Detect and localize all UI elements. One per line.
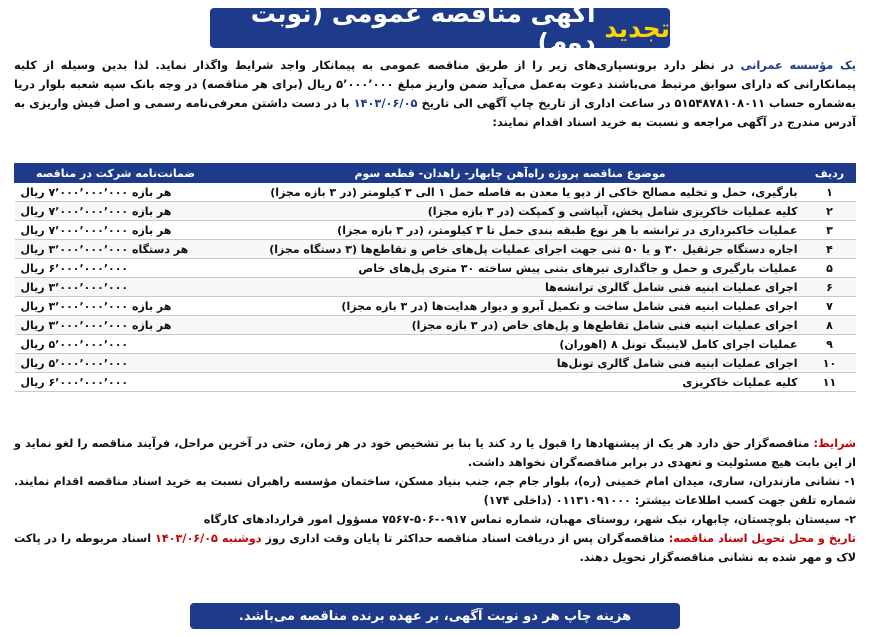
title-text: آگهی مناقصه عمومی (نوبت دوم) — [250, 0, 596, 57]
conditions-label: شرایط: — [813, 437, 856, 450]
row-number: ۷ — [804, 297, 856, 316]
table-row — [15, 278, 856, 297]
row-bond: ۳٬۰۰۰٬۰۰۰٬۰۰۰ ریال — [15, 278, 217, 297]
row-bond: ۵٬۰۰۰٬۰۰۰٬۰۰۰ ریال — [15, 335, 217, 354]
table-row — [15, 297, 856, 316]
ad-title-banner — [210, 0, 670, 57]
table-row — [15, 183, 856, 202]
deadline-date: ۱۴۰۳/۰۶/۰۵ — [353, 96, 418, 110]
delivery-text-2: اسناد مربوطه را در پاکت لاک و مهر شده به نشانی مناقصه‌گزار تحویل دهند. — [14, 532, 856, 564]
row-subject: اجاره دستگاه جرثقیل ۳۰ و یا ۵۰ تنی جهت اجرای عملیات پل‌های خاص و تقاطع‌ها (۳ دستگاه مجزا) — [217, 240, 804, 259]
table-row — [15, 316, 856, 335]
row-subject: کلیه عملیات خاکریزی — [217, 373, 804, 392]
row-subject: اجرای عملیات ابنیه فنی شامل گالری تونل‌ها — [217, 354, 804, 373]
row-subject: اجرای عملیات ابنیه فنی شامل ساخت و تکمیل آبرو و دیوار هدایت‌ها (در ۳ بازه مجزا) — [217, 297, 804, 316]
header-bond: ضمانت‌نامه شرکت در مناقصه — [15, 164, 217, 183]
tender-table — [14, 163, 856, 392]
table-row — [15, 354, 856, 373]
row-bond: هر دستگاه ۳٬۰۰۰٬۰۰۰٬۰۰۰ ریال — [15, 240, 217, 259]
row-subject: کلیه عملیات خاکریزی شامل پخش، آبپاشی و کمپکت (در ۳ بازه مجزا) — [217, 202, 804, 221]
row-subject: اجرای عملیات ابنیه فنی شامل گالری ترانشه‌ها — [217, 278, 804, 297]
row-number: ۲ — [804, 202, 856, 221]
row-subject: اجرای عملیات ابنیه فنی شامل تقاطع‌ها و پل‌های خاص (در ۳ بازه مجزا) — [217, 316, 804, 335]
row-bond: ۶٬۰۰۰٬۰۰۰٬۰۰۰ ریال — [15, 259, 217, 278]
row-number: ۶ — [804, 278, 856, 297]
header-subject: موضوع مناقصه پروژه راه‌آهن چابهار- زاهدان- قطعه سوم — [217, 164, 804, 183]
row-number: ۱ — [804, 183, 856, 202]
row-number: ۵ — [804, 259, 856, 278]
delivery-date: دوشنبه ۱۴۰۳/۰۶/۰۵ — [155, 532, 262, 545]
row-number: ۳ — [804, 221, 856, 240]
row-number: ۱۱ — [804, 373, 856, 392]
intro-paragraph — [14, 56, 856, 132]
row-subject: بارگیری، حمل و تخلیه مصالح خاکی از دپو یا معدن به فاصله حمل ۱ الی ۳ کیلومتر (در ۳ بازه مجزا) — [217, 183, 804, 202]
table-row — [15, 259, 856, 278]
address-1: ۱- نشانی مازندران، ساری، میدان امام خمینی (ره)، بلوار جام جم، جنب بنیاد مسکن، ساختمان مؤسسه راهبران نسبت به خرید اسناد مناقصه اقدام نمایند. شماره تلفن جهت کسب اطلاعات بیشتر: ۰۱۱۳۱۰۹۱۰۰۰ (داخلی ۱۷۴) — [14, 475, 856, 507]
row-number: ۴ — [804, 240, 856, 259]
header-row-number: ردیف — [804, 164, 856, 183]
row-bond: هر بازه ۷٬۰۰۰٬۰۰۰٬۰۰۰ ریال — [15, 202, 217, 221]
conditions-paragraph — [14, 434, 856, 472]
row-bond: هر بازه ۷٬۰۰۰٬۰۰۰٬۰۰۰ ریال — [15, 183, 217, 202]
footer-banner — [190, 603, 680, 629]
address-2: ۲- سیستان بلوچستان، چابهار، نیک شهر، روستای مهبان، شماره تماس ۰۹۱۷-۵۰۶-۷۵۶۷ مسؤول امور قراردادهای کارگاه — [203, 513, 856, 526]
table-row — [15, 373, 856, 392]
row-bond: هر بازه ۳٬۰۰۰٬۰۰۰٬۰۰۰ ریال — [15, 297, 217, 316]
row-number: ۱۰ — [804, 354, 856, 373]
table-row — [15, 202, 856, 221]
table-header-row — [15, 164, 856, 183]
row-subject: عملیات خاکبرداری در ترانشه با هر نوع طبقه بندی حمل تا ۳ کیلومتر، (در ۳ بازه مجزا) — [217, 221, 804, 240]
row-subject: عملیات بارگیری و حمل و جاگذاری تیرهای بتنی پیش ساخته ۳۰ متری پل‌های خاص — [217, 259, 804, 278]
conditions-section — [14, 434, 856, 567]
delivery-paragraph — [14, 529, 856, 567]
row-bond: ۶٬۰۰۰٬۰۰۰٬۰۰۰ ریال — [15, 373, 217, 392]
row-subject: عملیات اجرای کامل لاینینگ تونل ۸ (اهوران) — [217, 335, 804, 354]
intro-text-1: در نظر دارد برونسپاری‌های زیر را از طریق مناقصه عمومی به پیمانکار واجد شرایط واگذار نماید. لذا بدین وسیله از کلیه پیمانکارانی که دارای سوابق مرتبط می‌باشند دعوت به‌عمل می‌آید ضمن واریز مبلغ ۵٬۰۰۰٬۰۰۰ ریال (برای هر مناقصه) در وجه بانک سپه شعبه بلوار دریا به‌شماره حساب ۵۱۵۴۸۷۸۱۰۸۰۱۱ در ساعت اداری از تاریخ چاپ آگهی الی تاریخ — [14, 58, 856, 110]
table-row — [15, 240, 856, 259]
row-bond: هر بازه ۷٬۰۰۰٬۰۰۰٬۰۰۰ ریال — [15, 221, 217, 240]
row-bond: هر بازه ۳٬۰۰۰٬۰۰۰٬۰۰۰ ریال — [15, 316, 217, 335]
delivery-text-1: مناقصه‌گران پس از دریافت اسناد مناقصه حداکثر تا پایان وقت اداری روز — [265, 532, 665, 545]
footer-text: هزینه چاپ هر دو نوبت آگهی، بر عهده برنده مناقصه می‌باشد. — [238, 608, 632, 624]
table-row — [15, 335, 856, 354]
row-bond: ۵٬۰۰۰٬۰۰۰٬۰۰۰ ریال — [15, 354, 217, 373]
conditions-text: مناقصه‌گزار حق دارد هر یک از پیشنهادها را قبول یا رد کند یا بنا بر تشخیص خود در هر زمان، حتی در آخرین مراحل، فرآیند مناقصه را لغو نماید و از این بابت هیچ مسئولیت و تعهدی در برابر مناقصه‌گران نخواهد داشت. — [14, 437, 856, 469]
row-number: ۸ — [804, 316, 856, 335]
row-number: ۹ — [804, 335, 856, 354]
delivery-label: تاریخ و محل تحویل اسناد مناقصه: — [668, 532, 856, 545]
organization-name: یک مؤسسه عمرانی — [740, 58, 856, 72]
table-row — [15, 221, 856, 240]
title-highlight: تجدید — [604, 13, 670, 43]
intro-text-2: با در دست داشتن معرفی‌نامه رسمی و اصل فیش واریزی به آدرس مندرج در آگهی مراجعه و نسبت به خرید اسناد اقدام نمایند: — [14, 96, 856, 129]
